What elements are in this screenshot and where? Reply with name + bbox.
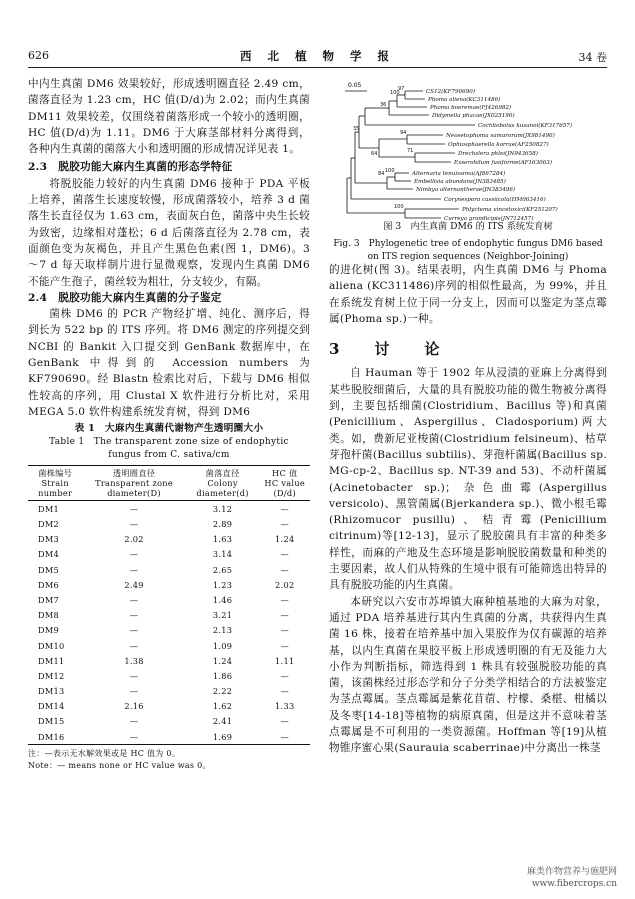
figure-3-caption-en: Fig. 3 Phylogenetic tree of endophytic fungus DM6 based on ITS region sequences (Neighbor-Joining) (333, 239, 603, 262)
table-cell: — (129, 625, 139, 636)
discussion-paragraph-1: 自 Hauman 等于 1902 年从浸渍的亚麻上分离得到某些脱胶细菌后，大量的具有脱胶功能的微生物被分离得到，主要包括细菌(Clostridium、Bacillus 等)和真菌(Penicillium、Aspergillus、Cladosporium)两大类。如，费新尼亚梭菌(Clostridium felsineum)、枯草芽孢杆菌(Bacillus subtilis)、芽孢杆菌属(Bacillus sp. MG-cp-2、Bacillus sp. NT-39 and 53)、不动杆菌属(Acinetobacter sp.)；杂色曲霉(Aspergillus versicolo)、黑管菌属(Bjerkandera sp.)、微小根毛霉(Rhizomucor pusillu)、桔青霉(Penicillium citrinum)等[12-13]，显示了脱胶菌具有丰富的种类多样性，而麻的产地及生态环境是影响脱胶菌数量和种类的主要因素，故人们从特殊的生境中很有可能筛选出特异的具有脱胶功能的内生真菌。 (329, 367, 607, 592)
table-cell: DM10 (38, 640, 65, 651)
taxon-label: Corynespora cassiicola(HM063416) (444, 197, 546, 203)
table-cell: — (129, 610, 139, 621)
header-colony-diameter: 菌落直径 Colony diameter(d) (186, 466, 260, 501)
table-cell: — (280, 549, 289, 560)
table-cell: DM5 (38, 564, 60, 575)
phylogenetic-tree (345, 78, 607, 240)
header-strain: 菌株编号 Strain number (28, 466, 82, 501)
right-column (329, 262, 607, 757)
table-row (28, 623, 310, 638)
taxon-label: Cochliobolus kusanoi(KF317657) (478, 123, 573, 129)
table-1-caption-en-line2: fungus from C. sativa/cm (108, 450, 230, 461)
table-row (28, 501, 310, 517)
table-cell: — (129, 640, 139, 651)
left-column (28, 76, 310, 772)
table-cell: 1.63 (212, 534, 233, 545)
table-cell: — (280, 610, 289, 621)
taxon-label: Ophiosphaerella korrae(AF250827) (448, 142, 549, 148)
morphology-paragraph: 将脱胶能力较好的内生真菌 DM6 接种于 PDA 平板上培养，菌落生长速度较慢，形成菌落较小，培养 3 d 菌落生长直径仅为 1.63 cm，表面灰白色，菌落中央生长较为致密，边缘相对蓬松；6 d 后菌落直径为 2.78 cm，表面颜色变为灰褐色，并且产生黑色色素(图 1，DM6)。3～7 d 每天取样制片进行显微观察，发现内生真菌 DM6 不能产生孢子，菌丝较为粗壮，分支较少，有隔。 (28, 177, 310, 288)
table-cell: 1.24 (212, 655, 233, 666)
table-cell: 3.12 (212, 503, 233, 514)
table-row (28, 547, 310, 562)
table-cell: 1.23 (212, 579, 233, 590)
watermark-url: www.fibercrops.cn (531, 879, 617, 889)
table-cell: — (129, 594, 139, 605)
taxon-label: Phlyctema vincetoxici(KF251207) (462, 207, 558, 213)
journal-title: 西 北 植 物 学 报 (239, 49, 396, 63)
bootstrap-value: 64 (371, 151, 378, 157)
watermark (527, 866, 617, 890)
table-row (28, 699, 310, 714)
table-row (28, 532, 310, 547)
page-number: 626 (28, 49, 49, 62)
table-cell: — (129, 670, 139, 681)
table-cell: DM12 (38, 670, 65, 681)
table-cell: — (129, 519, 139, 530)
header-hc-value: HC 值 HC value (D/d) (260, 466, 311, 501)
table-row (28, 516, 310, 531)
table-cell: — (280, 564, 289, 575)
table-row (28, 608, 310, 623)
table-cell: 1.33 (275, 701, 295, 712)
table-row (28, 577, 310, 592)
table-cell: — (280, 686, 289, 697)
watermark-name: 麻类作物营养与施肥网 (526, 867, 617, 877)
table-1 (28, 465, 310, 745)
table-cell: — (82, 729, 185, 745)
table-1-caption-en-line1: Table 1 The transparent zone size of endophytic (49, 437, 289, 448)
table-cell: 1.38 (124, 655, 144, 666)
table-cell: DM13 (38, 686, 65, 697)
taxon-label: Embellisia abundans(JN383485) (414, 179, 506, 185)
table-cell: 1.24 (275, 534, 295, 545)
table-row (28, 729, 310, 745)
table-cell: 3.14 (212, 549, 233, 560)
bootstrap-value: 97 (398, 86, 405, 92)
phylogeny-result-paragraph: 的进化树(图 3)。结果表明，内生真菌 DM6 与 Phoma aliena (KC311486)序列的相似性最高，为 99%，并且在系统发育树上位于同一分支上，因而可以鉴定为茎点霉属(Phoma sp.)一种。 (329, 264, 607, 325)
table-cell: DM16 (28, 729, 82, 745)
table-cell: — (129, 503, 139, 514)
table-cell: — (129, 549, 139, 560)
running-header (28, 49, 607, 68)
section-2-4-heading: 2.4 脱胶功能大麻内生真菌的分子鉴定 (28, 291, 222, 304)
bootstrap-value: 100 (394, 204, 404, 210)
table-1-caption-cn: 表 1 大麻内生真菌代谢物产生透明圈大小 (74, 423, 264, 435)
taxon-label: Didymella phacae(JX025190) (432, 113, 515, 119)
table-cell: — (280, 640, 289, 651)
table-cell: DM1 (38, 503, 60, 514)
table-cell: 1.69 (186, 729, 260, 745)
bootstrap-value: 71 (407, 148, 414, 154)
table-cell: DM2 (38, 519, 60, 530)
table-cell: DM15 (38, 716, 65, 727)
table-cell: — (280, 625, 289, 636)
taxon-label: Alternaria tenuissima(AJ867284) (412, 171, 506, 177)
table-cell: 2.13 (212, 625, 233, 636)
section-3-heading: 3 讨 论 (329, 340, 450, 359)
table-row (28, 683, 310, 698)
table-cell: — (260, 729, 311, 745)
table-cell: DM7 (38, 594, 60, 605)
table-row (28, 668, 310, 683)
results-paragraph-1: 中内生真菌 DM6 效果较好，形成透明圈直径 2.49 cm，菌落直径为 1.23 cm，HC 值(D/d)为 2.02；而内生真菌 DM11 效果较差，仅围绕着菌落形成一个较小的透明圈，HC 值(D/d)为 1.11。DM6 于大麻茎部材料分离得到，各种内生真菌的菌落大小和透明圈的形成情况详见表 1。 (28, 78, 310, 156)
table-cell: 3.21 (212, 610, 233, 621)
taxon-label: Curreya grandicipis(JN712457) (444, 216, 534, 222)
table-cell: 1.62 (212, 701, 233, 712)
table-cell: DM6 (38, 579, 60, 590)
molecular-paragraph: 菌株 DM6 的 PCR 产物经扩增、纯化、测序后，得到长为 522 bp 的 ITS 序列。将 DM6 测定的序列提交到 NCBI 的 Bankit 入口提交到 GenBank 数据库中，在 GenBank 中得到的 Accession numbers 为 KF790690。经 Blastn 检索比对后，下载与 DM6 相似性较高的序列，用 Clustal X 软件进行分析比对，采用 MEGA 5.0 软件构建系统发育树，得到 DM6 (28, 308, 310, 418)
taxon-label: Phoma aliena(KC311486) (428, 97, 501, 103)
table-cell: 2.02 (275, 579, 295, 590)
table-cell: — (280, 594, 289, 605)
table-cell: — (129, 686, 139, 697)
table-cell: DM14 (38, 701, 65, 712)
table-cell: — (280, 503, 289, 514)
figure-3-caption-cn: 图 3 内生真菌 DM6 的 ITS 系统发育树 (383, 221, 553, 232)
scale-bar-label: 0.05 (348, 82, 362, 89)
table-row (28, 592, 310, 607)
bootstrap-value: 36 (380, 102, 387, 108)
table-cell: 1.46 (212, 594, 233, 605)
table-cell: DM9 (38, 625, 60, 636)
table-cell: — (129, 716, 139, 727)
table-cell: 2.41 (212, 716, 233, 727)
table-cell: — (280, 519, 289, 530)
bootstrap-value: 94 (400, 130, 407, 136)
table-cell: 1.09 (212, 640, 233, 651)
table-1-note-cn: 注：—表示无水解效果或是 HC 值为 0。 (28, 749, 181, 759)
bootstrap-value: 100 (390, 90, 400, 96)
table-row (28, 653, 310, 668)
taxon-label: Exserohilum fusiforme(AF163063) (454, 160, 553, 166)
bootstrap-value: 84 (378, 171, 385, 177)
table-cell: 2.65 (212, 564, 233, 575)
table-cell: 2.89 (212, 519, 233, 530)
table-row (28, 638, 310, 653)
table-cell: DM8 (38, 610, 60, 621)
table-1-note-en: Note：— means none or HC value was 0。 (28, 761, 211, 771)
table-cell: 2.16 (124, 701, 144, 712)
bootstrap-value: 35 (353, 126, 360, 132)
table-cell: DM4 (38, 549, 60, 560)
taxon-label: Phoma boeremae(FJ426982) (430, 105, 512, 111)
bootstrap-value: 100 (385, 168, 395, 174)
taxon-label: Neosetophoma samarorum(JX981490) (446, 133, 555, 139)
header-transparent-zone: 透明圈直径 Transparent zone diameter(D) (82, 466, 185, 501)
table-cell: 2.02 (124, 534, 144, 545)
table-cell: 2.22 (212, 686, 233, 697)
table-row (28, 714, 310, 729)
table-cell: — (280, 670, 289, 681)
table-cell: DM11 (38, 655, 65, 666)
volume-number: 34 卷 (578, 51, 607, 64)
discussion-paragraph-2: 本研究以六安市苏埠镇大麻种植基地的大麻为对象，通过 PDA 培养基进行其内生真菌的分离，共获得内生真菌 16 株，接着在培养基中加入果胶作为仅有碳源的培养基，以内生真菌在果胶平板上形成透明圈的有无及能力大小作为判断指标，筛选得到 1 株具有较强脱胶功能的真菌，该菌株经过形态学和分子分类学相结合的方法被鉴定为茎点霉属。茎点霉属是紫花苜蓿、柠檬、桑椹、柑橘以及冬枣[14-18]等植物的病原真菌，但是这并不意味着茎点霉属是不可利用的一类资源菌。Hoffman 等[19]从植物锥序蜜心果(Saurauia scaberrinae)中分离出一株茎 (329, 595, 607, 755)
table-row (28, 562, 310, 577)
table-cell: — (280, 716, 289, 727)
table-cell: DM3 (38, 534, 60, 545)
table-cell: 2.49 (124, 579, 144, 590)
table-cell: — (129, 564, 139, 575)
taxon-label: Nimbya alternantherae(JN383496) (416, 187, 516, 193)
table-cell: 1.86 (212, 670, 233, 681)
table-cell: 1.11 (275, 655, 295, 666)
section-2-3-heading: 2.3 脱胶功能大麻内生真菌的形态学特征 (28, 161, 233, 174)
table-header-row (28, 466, 310, 501)
taxon-label: Drechslera phlei(JN943658) (458, 151, 538, 157)
taxon-label: CS12(KF790690) (426, 89, 476, 95)
